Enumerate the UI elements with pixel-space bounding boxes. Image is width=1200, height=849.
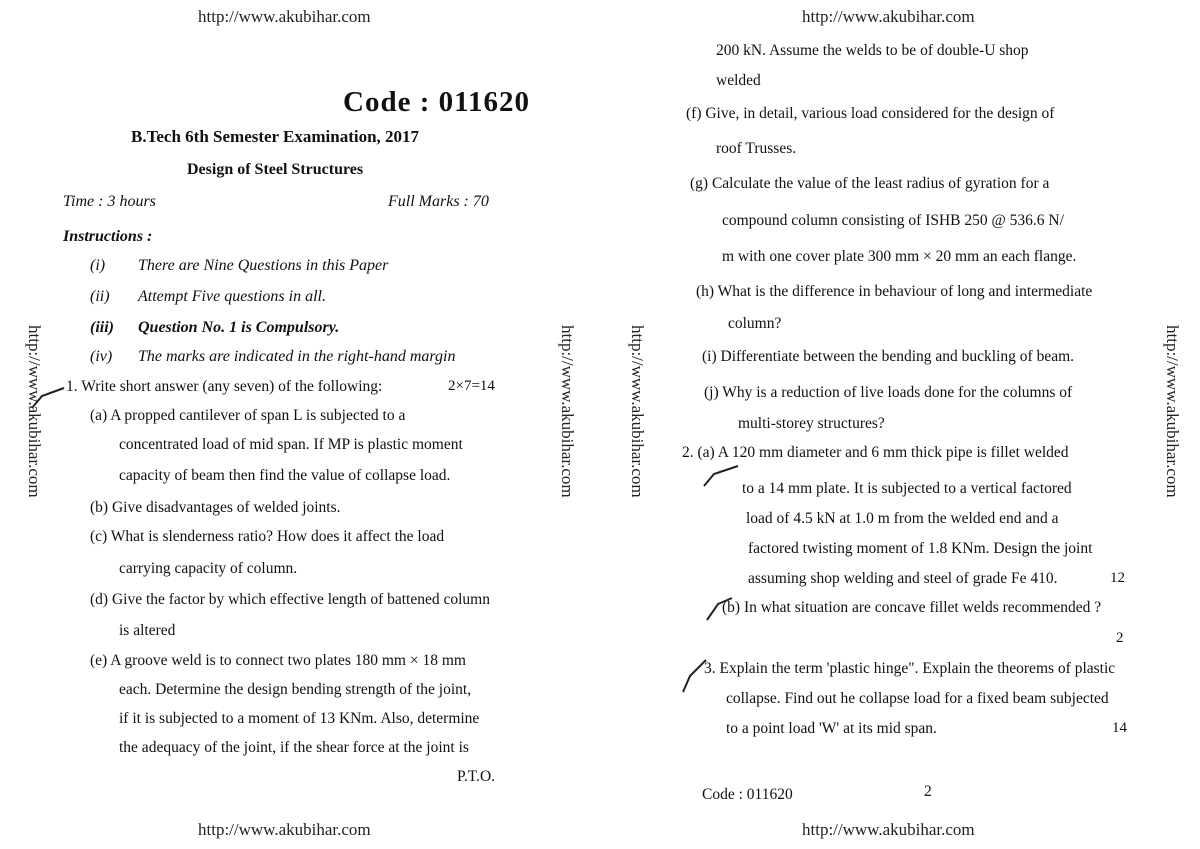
q1-line: the adequacy of the joint, if the shear force at the joint is [119,739,469,756]
answer-line: load of 4.5 kN at 1.0 m from the welded end and a [746,510,1059,527]
answer-line: 3. Explain the term 'plastic hinge". Explain the theorems of plastic [704,660,1116,677]
page-number: 2 [924,783,932,800]
instruction-item [90,348,455,366]
exam-title: B.Tech 6th Semester Examination, 2017 [131,127,420,146]
instructions-heading: Instructions : [63,228,153,245]
header-url-left: http://www.akubihar.com [198,7,371,26]
answer-line: multi-storey structures? [738,415,885,432]
q1-line: (b) Give disadvantages of welded joints. [90,499,341,516]
footer-url-left: http://www.akubihar.com [198,820,371,839]
side-url-4: http://www.akubihar.com [1163,325,1182,498]
answer-line: (j) Why is a reduction of live loads done for the columns of [704,384,1073,401]
footer-url-right: http://www.akubihar.com [802,820,975,839]
paper-code: Code : 011620 [343,86,530,118]
marks-label: 2 [1116,630,1124,646]
instruction-text: Attempt Five questions in all. [138,288,326,305]
instruction-text: The marks are indicated in the right-hand margin [138,348,456,365]
q1-line: if it is subjected to a moment of 13 KNm. Also, determine [119,710,480,727]
answer-line: (g) Calculate the value of the least radius of gyration for a [690,175,1050,192]
pen-tick-mark [700,462,740,490]
q1-line: is altered [119,622,176,639]
footer-code: Code : 011620 [702,786,793,803]
pen-tick-mark [30,386,66,412]
answer-line: collapse. Find out he collapse load for a fixed beam subjected [726,690,1109,707]
header-url-right: http://www.akubihar.com [802,7,975,26]
full-marks: Full Marks : 70 [388,193,489,210]
instruction-number: (ii) [90,288,110,305]
answer-line: welded [716,72,761,89]
instruction-item [90,319,339,337]
marks-label: 12 [1110,570,1125,586]
answer-line: factored twisting moment of 1.8 KNm. Design the joint [748,540,1093,557]
q1-line: (a) A propped cantilever of span L is subjected to a [90,407,406,424]
q1-line: carrying capacity of column. [119,560,298,577]
answer-line: (b) In what situation are concave fillet welds recommended ? [722,599,1102,616]
answer-line: (i) Differentiate between the bending and buckling of beam. [702,348,1075,365]
instruction-number: (iv) [90,348,113,365]
side-url-3: http://www.akubihar.com [628,325,647,498]
instruction-item [90,288,326,306]
answer-line: column? [728,315,782,332]
pen-tick-mark [704,594,734,624]
marks-label: 14 [1112,720,1127,736]
instruction-number: (i) [90,257,106,274]
question-1-marks: 2×7=14 [448,378,495,394]
instruction-item [90,257,388,275]
answer-line: m with one cover plate 300 mm × 20 mm an each flange. [722,248,1077,265]
q1-line: each. Determine the design bending strength of the joint, [119,681,472,698]
answer-line: assuming shop welding and steel of grade Fe 410. [748,570,1058,587]
side-url-1: http://www.akubihar.com [25,325,44,498]
answer-line: to a point load 'W' at its mid span. [726,720,937,737]
question-1-intro: 1. Write short answer (any seven) of the following: [66,378,383,395]
q1-line: (c) What is slenderness ratio? How does it affect the load [90,528,445,545]
answer-line: (h) What is the difference in behaviour of long and intermediate [696,283,1093,300]
answer-line: roof Trusses. [716,140,797,157]
q1-line: (e) A groove weld is to connect two plates 180 mm × 18 mm [90,652,466,669]
answer-line: to a 14 mm plate. It is subjected to a vertical factored [742,480,1072,497]
instruction-number: (iii) [90,319,114,336]
answer-line: 200 kN. Assume the welds to be of double-U shop [716,42,1029,59]
answer-line: 2. (a) A 120 mm diameter and 6 mm thick pipe is fillet welded [682,444,1069,461]
instruction-text: Question No. 1 is Compulsory. [138,319,340,336]
q1-line: concentrated load of mid span. If MP is plastic moment [119,436,463,453]
time-allowed: Time : 3 hours [63,193,156,210]
side-url-2: http://www.akubihar.com [558,325,577,498]
q1-line: capacity of beam then find the value of collapse load. [119,467,451,484]
answer-line: (f) Give, in detail, various load considered for the design of [686,105,1055,122]
answer-line: compound column consisting of ISHB 250 @ 536.6 N/ [722,212,1064,229]
pto-label: P.T.O. [457,768,496,785]
instruction-text: There are Nine Questions in this Paper [138,257,389,274]
pen-tick-mark [680,656,710,696]
q1-line: (d) Give the factor by which effective length of battened column [90,591,490,608]
subject-title: Design of Steel Structures [187,161,364,178]
